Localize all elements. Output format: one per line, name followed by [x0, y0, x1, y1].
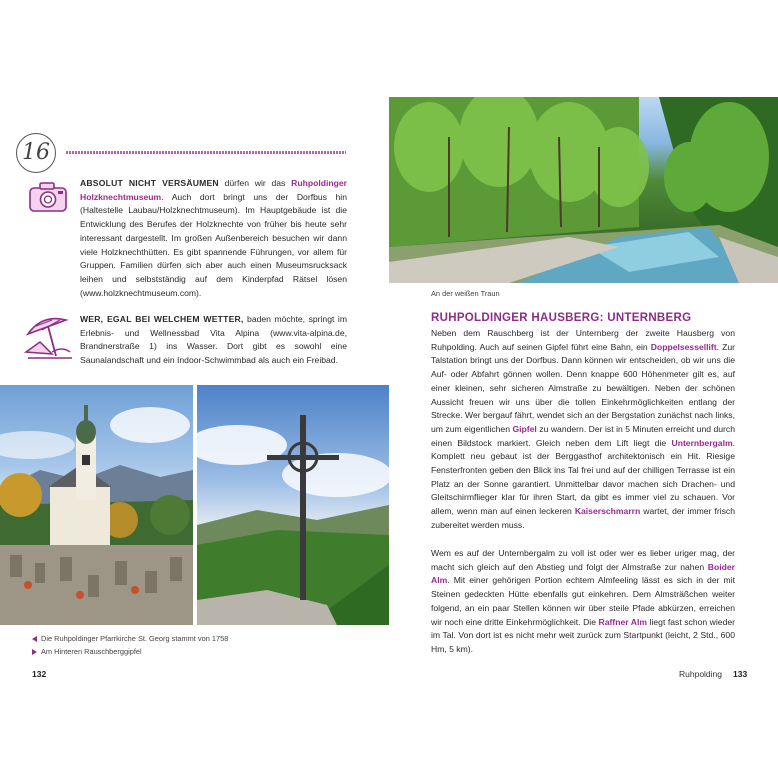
body-text: . Zur Talstation bringt uns der Dorfbus. Dann können wir entscheiden, ob wir uns die Auf- oder Abfahrt gönnen wollen. Denn knappe 600 Höhenmeter gilt es, auf einer kleinen, sehr sicheren Almstraße zu bewältigen. Neben der schönen Aussicht freuen wir uns über die tollen Einkehrmöglichkeiten entlang der Strecke. Wer bergauf fährt, wendet sich an der Bergstation zunächst nach links, um zum eigentlichen — [431, 341, 735, 434]
highlighted-place: Doppelsessellift — [650, 341, 717, 352]
caption-river: An der weißen Traun — [431, 289, 500, 298]
highlighted-place: Boider Alm — [431, 561, 735, 586]
page-number-left: 132 — [32, 669, 47, 679]
summit-cross-photo — [197, 385, 389, 625]
body-paragraph-1 — [431, 327, 735, 533]
tip-museum: ABSOLUT NICHT VERSÄUMEN dürfen wir das Ruhpoldinger Holzknechtmuseum. Auch dort bringt uns der Dorfbus hin (Haltestelle Laubau/Holzknechtmuseum). Im Hauptgebäude ist die Entwicklung des Berufes der Holzknechte von früher bis heute sehr interessant dargestellt. Im großen Außenbereich besuchen wir dann viele Holzknechthütten. Es gibt spannende Führungen, vor allem für Gruppen. Familien dürfen sich aber auch einen Museumsrucksack leihen und selbstständig auf dem Kinderpfad Rätsel lösen (www.holzknechtmuseum.com). — [80, 178, 347, 298]
body-text: . Mit einer gehörigen Portion echtem Almfeeling lässt es sich in der mit Steinen gedeckten Hütte ebenfalls gut einkehren. Dem Almsträßchen weiter folgend, an ein paar Stellen können wir über steile Pfade abkürzen, erreichen wir noch eine dritte Einkehrmöglichkeit. Die — [431, 575, 735, 627]
caption-summit: Am Hinteren Rauschberggipfel — [32, 647, 142, 656]
caption-church: Die Ruhpoldinger Pfarrkirche St. Georg stammt von 1758 — [32, 634, 228, 643]
right-page — [389, 0, 778, 778]
body-text: wartet, der immer frisch zubereitet werden muss. — [431, 506, 735, 530]
chapter-number-badge: 16 — [16, 133, 56, 173]
highlighted-place: Unternbergalm — [671, 437, 733, 448]
highlighted-place: Gipfel — [512, 423, 537, 434]
body-text: Neben dem Rauschberg ist der Unternberg der zweite Hausberg von Ruhpolding. Auch auf seinen Gipfel führt eine Bahn, ein — [431, 328, 735, 352]
camera-icon — [26, 180, 70, 219]
body-text: liegt fast schon wieder im Tal. Von dort ist es nicht mehr weit zurück zum Startpunkt (leicht, 2 Std., 600 Hm, 5 km). — [431, 616, 736, 654]
body-text: zu wandern. Der ist in 5 Minuten erreicht und durch einen Bildstock markiert. Gleich neben dem Lift liegt die — [431, 423, 735, 448]
page-number-right: 133 — [733, 669, 748, 679]
body-paragraph-2 — [431, 547, 735, 657]
body-text: . Komplett neu gebaut ist der Berggasthof architektonisch ein Hit. Riesige Fensterfronten geben den Blick ins Tal frei und auf der chilligen Terrasse ist ein Platz an der Sonne garantiert. Unmittelbar davor machen sich Drachen- und Gleitschirmflieger klar für ihren Start, da gibt es immer viel zu schauen. Vor allem, wenn man auf einen leckeren — [431, 437, 735, 517]
dotted-divider — [66, 151, 346, 154]
tip-swimming: WER, EGAL BEI WELCHEM WETTER, baden möchte, springt im Erlebnis- und Wellnessbad Vita Alpina (www.vita-alpina.de, Brandnerstraße 1) ins Wasser. Dort gibt es sowohl eine Saunalandschaft und ein Indoor-Schwimmbad als auch ein Freibad. — [80, 314, 347, 366]
highlighted-place: Kaiserschmarrn — [574, 506, 641, 517]
church-photo — [0, 385, 193, 625]
body-text: Wem es auf der Unternbergalm zu voll ist oder wer es lieber uriger mag, der macht sich gleich auf den Abstieg und folgt der Almstraße zur nahen — [431, 548, 735, 572]
section-heading: RUHPOLDINGER HAUSBERG: UNTERNBERG — [431, 312, 692, 324]
highlighted-place: Raffner Alm — [598, 616, 648, 627]
footer-section-label: Ruhpolding — [679, 669, 723, 679]
beach-umbrella-icon — [22, 312, 76, 367]
river-photo — [389, 97, 778, 283]
